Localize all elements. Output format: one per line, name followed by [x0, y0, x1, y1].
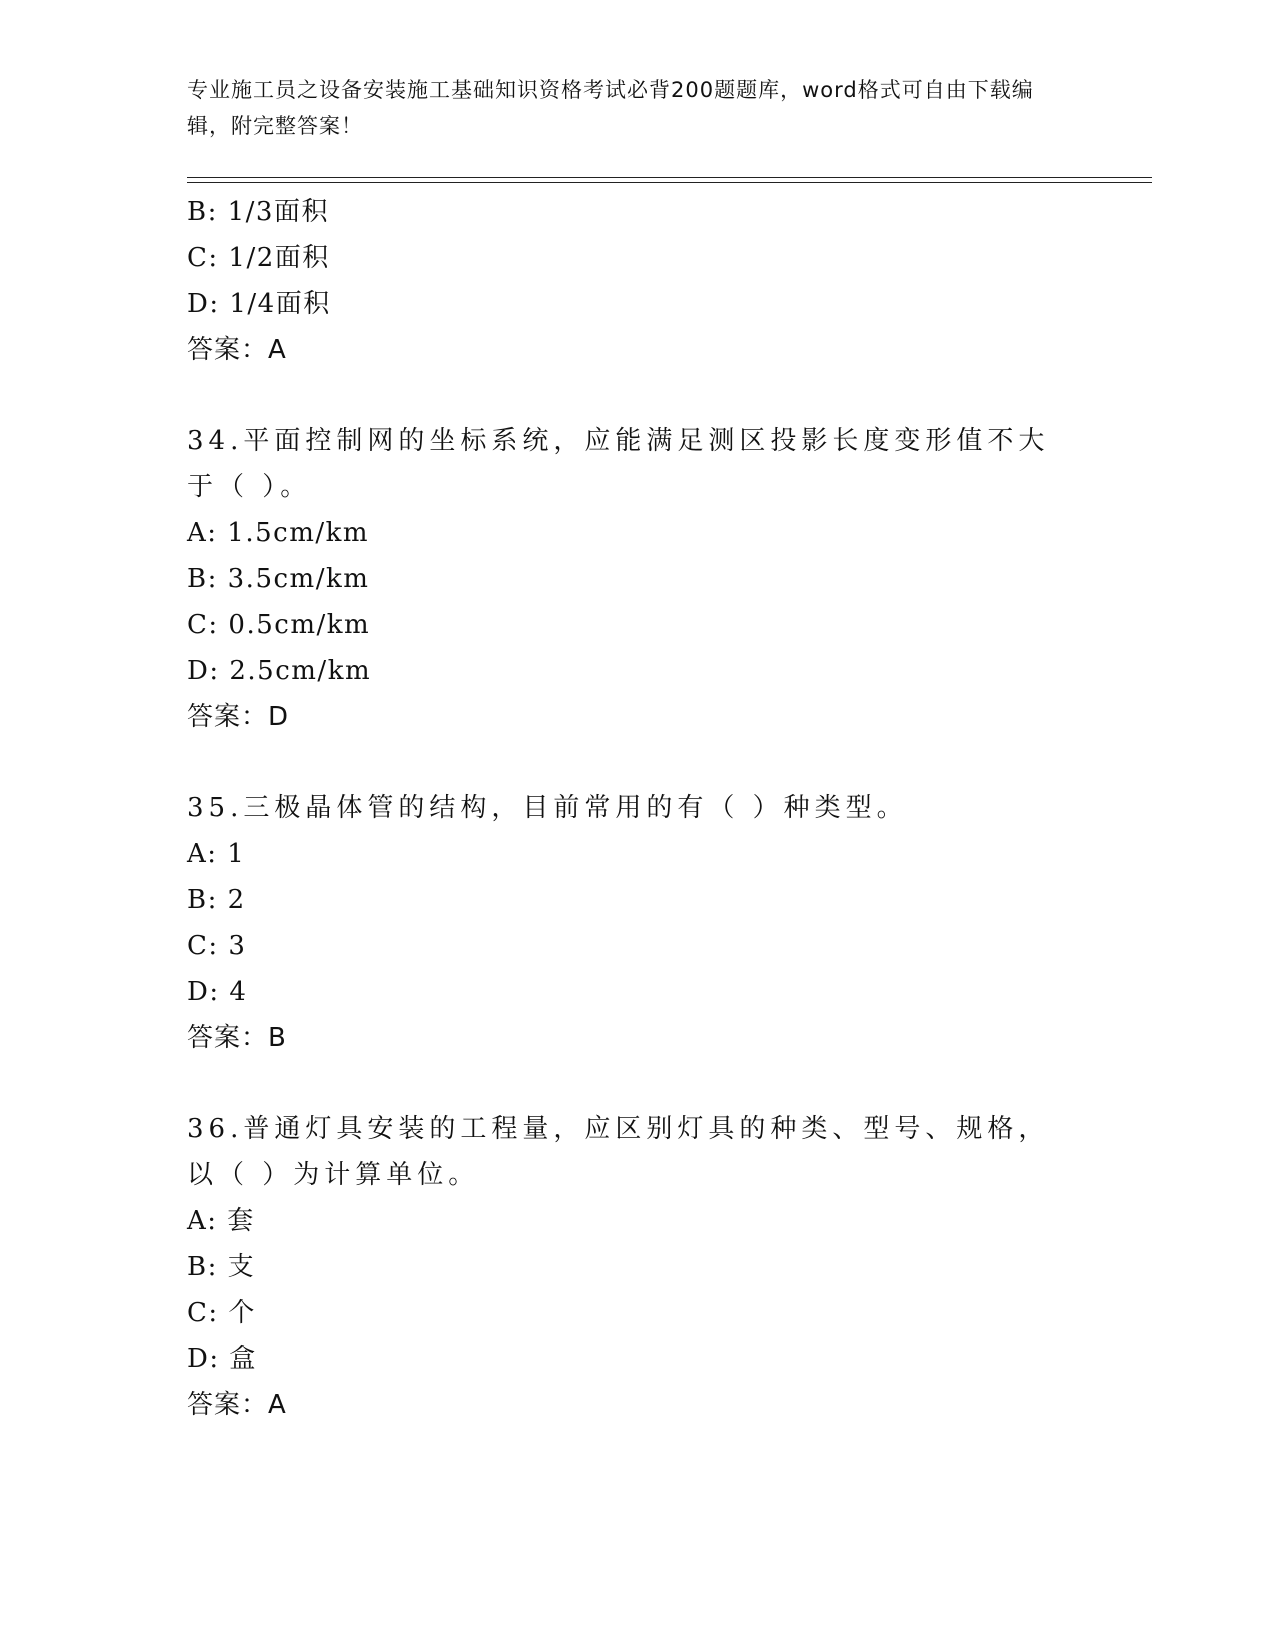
document-header [187, 72, 1067, 144]
question-block [187, 189, 1067, 373]
option-a: A: 1 [187, 839, 246, 869]
answer-line: 答案：A [187, 1390, 287, 1420]
option-d: D: 4 [187, 977, 248, 1007]
option-b: B: 2 [187, 885, 246, 915]
option-c: C: 0.5cm/km [187, 610, 371, 640]
question-block [187, 418, 1067, 740]
option-c: C: 3 [187, 931, 247, 961]
option-d: D: 1/4面积 [187, 289, 331, 319]
answer-line: 答案：A [187, 335, 287, 365]
question-text: 36.普通灯具安装的工程量，应区别灯具的种类、型号、规格，以（ ）为计算单位。 [187, 1114, 1050, 1190]
question-block [187, 1106, 1067, 1428]
question-block [187, 785, 1067, 1061]
option-a: A: 套 [187, 1206, 255, 1236]
option-c: C: 1/2面积 [187, 243, 330, 273]
question-text: 35.三极晶体管的结构，目前常用的有（ ）种类型。 [187, 793, 908, 823]
header-title: 专业施工员之设备安装施工基础知识资格考试必背200题题库，word格式可自由下载编辑，附完整答案！ [187, 78, 1034, 138]
header-divider-bottom [187, 182, 1152, 183]
question-text: 34.平面控制网的坐标系统，应能满足测区投影长度变形值不大于（ ）。 [187, 426, 1050, 502]
option-b: B: 1/3面积 [187, 197, 329, 227]
option-b: B: 3.5cm/km [187, 564, 370, 594]
answer-line: 答案：B [187, 1023, 287, 1053]
option-a: A: 1.5cm/km [187, 518, 370, 548]
header-divider-top [187, 177, 1152, 178]
option-b: B: 支 [187, 1252, 256, 1282]
question-list [187, 189, 1067, 1428]
option-d: D: 盒 [187, 1344, 257, 1374]
answer-line: 答案：D [187, 702, 290, 732]
option-d: D: 2.5cm/km [187, 656, 372, 686]
option-c: C: 个 [187, 1298, 256, 1328]
